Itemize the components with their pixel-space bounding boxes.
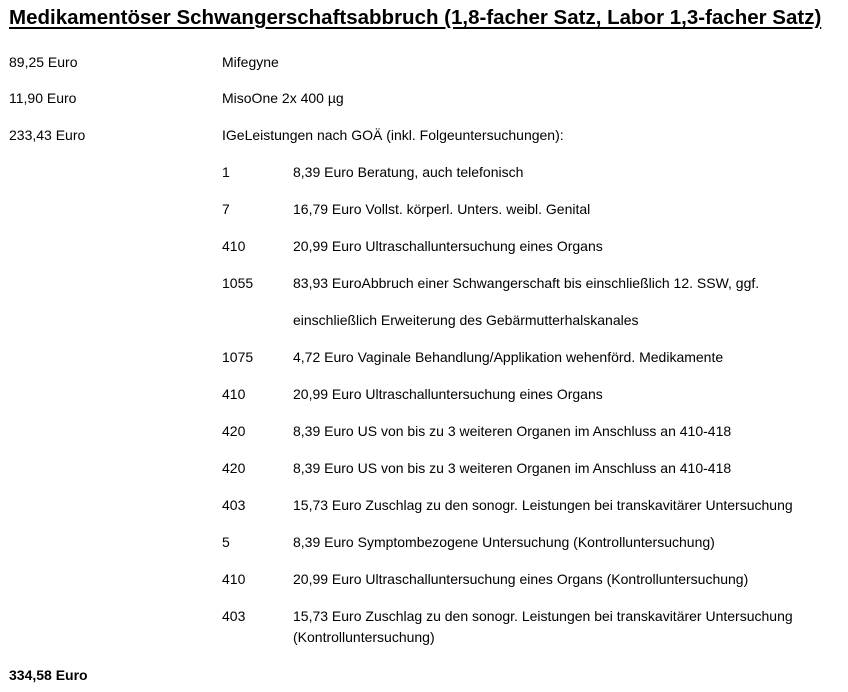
goa-code: 410 xyxy=(222,571,246,587)
goa-code: 403 xyxy=(222,497,246,513)
goa-code: 420 xyxy=(222,423,246,439)
document-title: Medikamentöser Schwangerschaftsabbruch (1,8-facher Satz, Labor 1,3-facher Satz) xyxy=(9,6,822,29)
goa-description: 20,99 Euro Ultraschalluntersuchung eines Organs xyxy=(293,238,603,254)
goa-description: 20,99 Euro Ultraschalluntersuchung eines Organs xyxy=(293,386,603,402)
goa-code: 1055 xyxy=(222,275,254,291)
item-label-mifegyne: Mifegyne xyxy=(222,54,279,70)
item-amount-mifegyne: 89,25 Euro xyxy=(9,54,78,70)
goa-code: 5 xyxy=(222,534,230,550)
goa-code: 1075 xyxy=(222,349,254,365)
goa-description-continuation: einschließlich Erweiterung des Gebärmutterhalskanales xyxy=(293,312,639,328)
goa-description: 15,73 Euro Zuschlag zu den sonogr. Leistungen bei transkavitärer Untersuchung xyxy=(293,608,793,624)
item-amount-misoone: 11,90 Euro xyxy=(9,90,77,106)
goa-description: 83,93 EuroAbbruch einer Schwangerschaft bis einschließlich 12. SSW, ggf. xyxy=(293,275,760,291)
item-label-igel: IGeLeistungen nach GOÄ (inkl. Folgeuntersuchungen): xyxy=(222,127,564,143)
item-label-misoone: MisoOne 2x 400 µg xyxy=(222,90,344,106)
goa-code: 7 xyxy=(222,201,230,217)
goa-description: 4,72 Euro Vaginale Behandlung/Applikation wehenförd. Medikamente xyxy=(293,349,724,365)
goa-code: 410 xyxy=(222,238,246,254)
goa-description-continuation: (Kontrolluntersuchung) xyxy=(293,629,435,645)
goa-code: 1 xyxy=(222,164,230,180)
goa-description: 16,79 Euro Vollst. körperl. Unters. weibl. Genital xyxy=(293,201,591,217)
total-amount: 334,58 Euro xyxy=(9,667,88,683)
item-amount-igel: 233,43 Euro xyxy=(9,127,86,143)
goa-code: 420 xyxy=(222,460,246,476)
goa-description: 8,39 Euro Symptombezogene Untersuchung (Kontrolluntersuchung) xyxy=(293,534,715,550)
goa-description: 8,39 Euro US von bis zu 3 weiteren Organen im Anschluss an 410-418 xyxy=(293,423,732,439)
goa-code: 410 xyxy=(222,386,246,402)
goa-code: 403 xyxy=(222,608,246,624)
goa-description: 8,39 Euro Beratung, auch telefonisch xyxy=(293,164,524,180)
goa-description: 20,99 Euro Ultraschalluntersuchung eines Organs (Kontrolluntersuchung) xyxy=(293,571,749,587)
goa-description: 15,73 Euro Zuschlag zu den sonogr. Leistungen bei transkavitärer Untersuchung xyxy=(293,497,793,513)
goa-description: 8,39 Euro US von bis zu 3 weiteren Organen im Anschluss an 410-418 xyxy=(293,460,732,476)
